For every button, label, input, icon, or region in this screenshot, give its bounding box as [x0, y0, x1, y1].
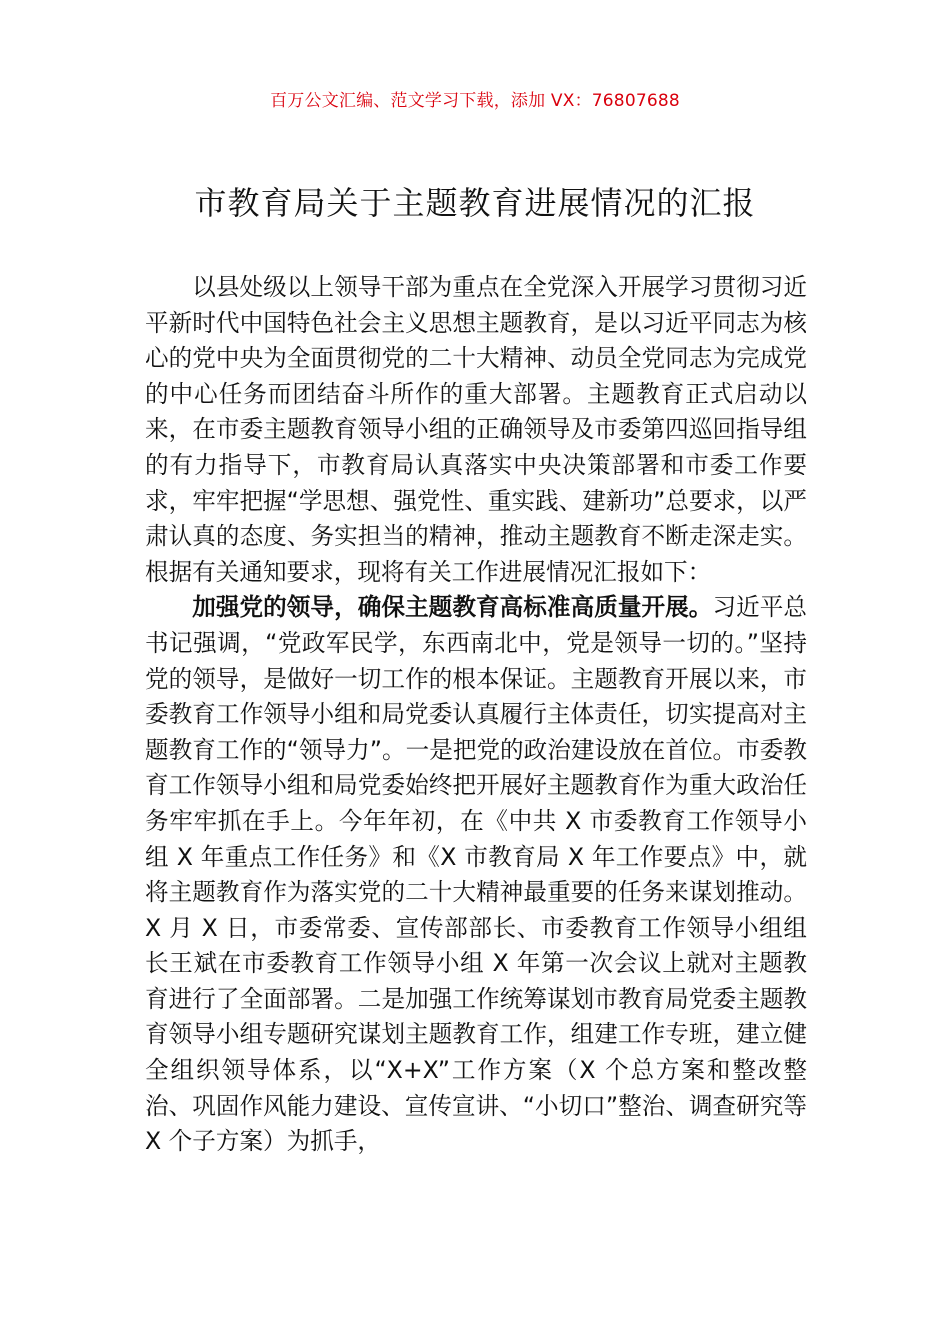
document-body — [145, 270, 807, 1160]
document-title: 市教育局关于主题教育进展情况的汇报 — [194, 184, 756, 222]
paragraph-leadership-heading: 加强党的领导，确保主题教育高标准高质量开展。 — [192, 593, 713, 622]
paragraph-intro — [145, 270, 807, 590]
paragraph-intro-text: 以县处级以上领导干部为重点在全党深入开展学习贯彻习近平新时代中国特色社会主义思想主题教育，是以习近平同志为核心的党中央为全面贯彻党的二十大精神、动员全党同志为完成党的中心任务而团结奋斗所作的重大部署。主题教育正式启动以来，在市委主题教育领导小组的正确领导及市委第四巡回指导组的有力指导下，市教育局认真落实中央决策部署和市委工作要求，牢牢把握“学思想、强党性、重实践、建新功”总要求，以严肃认真的态度、务实担当的精神，推动主题教育不断走深走实。根据有关通知要求，现将有关工作进展情况汇报如下： — [145, 273, 807, 586]
paragraph-leadership — [145, 590, 807, 1160]
paragraph-leadership-text: 习近平总书记强调，“党政军民学，东西南北中，党是领导一切的。”坚持党的领导，是做好一切工作的根本保证。主题教育开展以来，市委教育工作领导小组和局党委认真履行主体责任，切实提高对主题教育工作的“领导力”。一是把党的政治建设放在首位。市委教育工作领导小组和局党委始终把开展好主题教育作为重大政治任务牢牢抓在手上。今年年初，在《中共 X 市委教育工作领导小组 X 年重点工作任务》和《X 市教育局 X 年工作要点》中，就将主题教育作为落实党的二十大精神最重要的任务来谋划推动。X 月 X 日，市委常委、宣传部部长、市委教育工作领导小组组长王斌在市委教育工作领导小组 X 年第一次会议上就对主题教育进行了全面部署。二是加强工作统筹谋划市教育局党委主题教育领导小组专题研究谋划主题教育工作，组建工作专班，建立健全组织领导体系，以“X+X”工作方案（X 个总方案和整改整治、巩固作风能力建设、宣传宣讲、“小切口”整治、调查研究等 X 个子方案）为抓手， — [145, 593, 808, 1156]
header-note: 百万公文汇编、范文学习下载，添加 VX：76807688 — [270, 91, 680, 111]
